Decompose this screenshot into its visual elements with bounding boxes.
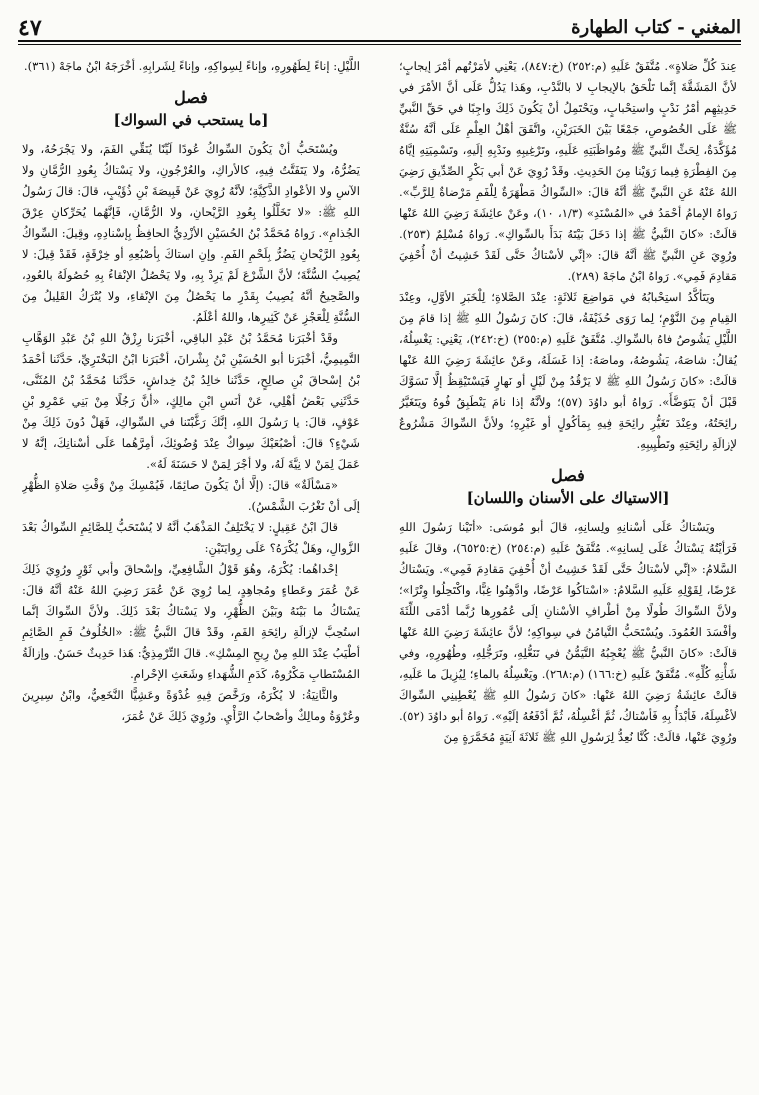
- section-title: [الاستياك على الأسنان واللسان]: [466, 489, 670, 507]
- section-title: [ما يستحب في السواك]: [113, 111, 269, 129]
- right-column: [399, 56, 737, 1081]
- paragraph: ويُسْتَحَبُّ أنْ يَكُونَ السِّواكُ عُودًا لَيِّنًا يُنَقِّي الفَمَ، ولا يَجْرَحُهُ، ولا يَضُرُّهُ، ولا يَتَفَتَّتُ فِيهِ، كالأراكِ، والعُرْجُونِ، ولا يَسْتاكُ بِعُودِ الرُّمَّانِ ولا الآسِ ولا الأعْوادِ الذَّكِيَّةِ؛ لأنَّهُ رُوِيَ عَنْ قَبِيصَةَ بْنِ ذُؤَيْبٍ، قالَ: قالَ رَسُولُ اللهِ ﷺ: «لا تَخَلَّلُوا بِعُودِ الرَّيْحانِ، ولا الرُّمَّانِ، فَإنَّهُما يُحَرِّكانِ عِرْقَ الجُذامِ». رَواهُ مُحَمَّدُ بْنُ الحُسَيْنِ الأزْدِيُّ الحافِظُ بِإسْنادِهِ، وقِيلَ: السِّواكُ بِعُودِ الرَّيْحانِ يَضُرُّ بِلَحْمِ الفَمِ. وإنِ استاكَ بِأصْبُعِهِ أو خِرْقَةٍ، فَقَدْ قِيلَ: لا يُصِيبُ السُّنَّةَ؛ لأنَّ الشَّرْعَ لَمْ يَرِدْ بِهِ، ولا يَحْصُلُ الإنْقاءُ بِهِ حُصُولَهُ بالعُودِ، والصَّحِيحُ أنَّهُ يُصِيبُ بِقَدْرِ ما يَحْصُلُ مِنَ الإنْقاءِ، ولا يُتْرَكُ القَلِيلُ مِنَ السُّنَّةِ لِلْعَجْزِ عَنْ كَثِيرِها، واللهُ أعْلَمُ.: [22, 142, 360, 324]
- paragraph: ويَسْتاكُ عَلَى أسْنانِهِ ولِسانِهِ، قالَ أبو مُوسَى: «أتَيْنا رَسُولَ اللهِ فَرَأيْتُهُ يَسْتاكُ عَلَى لِسانِهِ». مُتَّفَقٌ عَلَيهِ (م:٢٥٤) (خ:٦٥٢٥)، وقالَ عَلَيهِ السَّلامُ: «إنِّي لأسْتاكُ حَتَّى لَقَدْ خَشِيتُ أنْ أُحْفِيَ مَقادِمَ فَمِي». ويَسْتاكُ عَرْضًا، لِقَوْلِهِ عَلَيهِ السَّلامُ: «اسْتاكُوا عَرْضًا، وادَّهِنُوا غِبًّا، واكْتَحِلُوا وِتْرًا»؛ ولأنَّ السِّواكَ طُولًا مِنْ أطْرافِ الأسْنانِ إلَى عُمُورِها رُبَّما أدْمَى اللِّثَةَ وأفْسَدَ العُمُودَ. ويُسْتَحَبُّ التَّيامُنُ في سِواكِهِ؛ لأنَّ عائِشَةَ رَضِيَ اللهُ عَنْها قالَتْ: «كانَ النَّبيُّ ﷺ يُعْجِبُهُ التَّيَمُّنُ في تَنَعُّلِهِ، وتَرَجُّلِهِ، وطُهُورِهِ، وفي شَأْنِهِ كُلِّهِ». مُتَّفَقٌ عَلَيهِ (خ:١٦٦) (م:٢٦٨). ويَغْسِلُهُ بالماءِ؛ لِيُزِيلَ ما عَلَيهِ، قالَتْ عائِشَةُ رَضِيَ اللهُ عَنْها: «كانَ رَسُولُ اللهِ ﷺ يُعْطِينِي السِّواكَ لأغْسِلَهُ، فَأبْدَأُ بِهِ فَأسْتاكُ، ثُمَّ أغْسِلُهُ، ثُمَّ أدْفَعُهُ إلَيْهِ». رَواهُ أبو داوُدَ (٥٢). ورُوِيَ عَنْها، قالَتْ: كُنَّا نُعِدُّ لِرَسُولِ اللهِ ﷺ ثَلاثَةَ آنِيَةٍ مُخَمَّرَةٍ مِنَ: [399, 520, 737, 744]
- page-number: ٤٧: [18, 15, 42, 41]
- page-header: [18, 8, 741, 42]
- paragraph: وقَدْ أخْبَرَنا مُحَمَّدُ بْنُ عَبْدِ الباقِي، أخْبَرَنا رِزْقُ اللهِ بْنُ عَبْدِ الوَهَّابِ التَّمِيمِيُّ، أخْبَرَنا أبو الحُسَيْنِ بْنُ بِشْرانَ، أخْبَرَنا ابْنُ البَخْتَرِيِّ، حَدَّثَنا أحْمَدُ بْنُ إسْحاقَ بْنِ صالِحٍ، حَدَّثَنا خالِدُ بْنُ خِداشٍ، حَدَّثَنا مُحَمَّدُ بْنُ المُثَنَّى، حَدَّثَنِي بَعْضُ أهْلِي، عَنْ أنَسِ ابْنِ مالِكٍ، «أنَّ رَجُلًا مِنْ بَنِي عَمْرِو بْنِ عَوْفٍ، قالَ: يا رَسُولَ اللهِ، إنَّكَ رَغَّبْتَنا في السِّواكِ، فَهَلْ دُونَ ذَلِكَ مِنْ شَيْءٍ؟ قالَ: أصْبُعَيْكَ سِواكٌ عِنْدَ وُضُوئِكَ، أمِرَّهُما عَلَى أسْنانِكَ، إنَّهُ لا عَمَلَ لِمَنْ لا نِيَّةَ لَهُ، ولا أجْرَ لِمَنْ لا حَسَنَةَ لَهُ».: [22, 331, 360, 471]
- paragraph: «مَسْألَةٌ» قالَ: (إلَّا أنْ يَكُونَ صائِمًا، فَيُمْسِكَ مِنْ وَقْتِ صَلاةِ الظُّهْرِ إلَى أنْ تَغْرُبَ الشَّمْسُ).: [22, 478, 360, 513]
- section-heading: فصل: [551, 466, 585, 485]
- section-heading: فصل: [174, 88, 208, 107]
- paragraph: ويَتَأكَّدُ استِحْبابُهُ في مَواضِعَ ثَلاثَةٍ: عِنْدَ الصَّلاةِ؛ لِلْخَبَرِ الأوَّلِ، وعِنْدَ القِيامِ مِنَ النَّوْمِ؛ لِما رَوَى حُذَيْفَةُ، قالَ: كانَ رَسُولُ اللهِ ﷺ إذا قامَ مِنَ اللَّيْلِ يَشُوصُ فاهُ بالسِّواكِ. مُتَّفَقٌ عَلَيهِ (م:٢٥٥) (خ:٢٤٢)، يَعْنِي: يَغْسِلُهُ، يُقالُ: شاصَهُ، يَشُوصُهُ، وماصَهُ: إذا غَسَلَهُ، وعَنْ عائِشَةَ رَضِيَ اللهُ عَنْها قالَتْ: «كانَ رَسُولُ اللهِ ﷺ لا يَرْقُدُ مِنْ لَيْلٍ أو نَهارٍ فَيَسْتَيْقِظُ إلَّا تَسَوَّكَ قَبْلَ أنْ يَتَوَضَّأَ». رَواهُ أبو داوُدَ (٥٧)؛ ولأنَّهُ إذا نامَ يَنْطَبِقُ فُوهُ ويَتَغَيَّرُ رائِحَتُهُ، وعِنْدَ تَغَيُّرِ رائِحَةِ فِيهِ بِمَأكُولٍ أو غَيْرِهِ؛ ولأنَّ السِّواكَ مَشْرُوعٌ لإزالَةِ رائِحَتِهِ وتَطْيِيبِهِ.: [399, 290, 737, 451]
- paragraph: والثَّانِيَةُ: لا يُكْرَهُ، ورَخَّصَ فِيهِ غُدْوَةً وعَشِيًّا النَّخَعِيُّ، وابْنُ سِيرِينَ وعُرْوَةُ ومالِكٌ وأصْحابُ الرَّأْيِ. ورُوِيَ ذَلِكَ عَنْ عُمَرَ،: [22, 688, 360, 723]
- header-rule: [18, 40, 741, 45]
- left-column: [22, 56, 360, 1081]
- paragraph: اللَّيْلِ: إناءً لِطَهُورِهِ، وإناءً لِسِواكِهِ، وإناءً لِشَرابِهِ. أخْرَجَهُ ابْنُ ماجَهْ (٣٦١).: [23, 59, 360, 73]
- running-title: المغني - كتاب الطهارة: [571, 17, 741, 38]
- paragraph: عِندَ كُلِّ صَلاةٍ». مُتَّفَقٌ عَلَيهِ (م:٢٥٢) (خ:٨٤٧)، يَعْنِي لأمَرْتُهم أمْرَ إيجابٍ؛ لأنَّ المَشَقَّةَ إنَّما تَلْحَقُ بالإيجابِ لا بالنَّدْبِ، وهَذا يَدُلُّ عَلَى أنَّ الأمْرَ في حَدِيثِهِم أمْرُ نَدْبٍ واستِحْبابٍ، ويَحْتَمِلُ أنْ يَكُونَ ذَلِكَ واجِبًا في حَقِّ النَّبيِّ ﷺ عَلَى الخُصُوصِ، جَمْعًا بَيْنَ الخَبَرَيْنِ، واتَّفَقَ أهْلُ العِلْمِ عَلَى أنَّهُ سُنَّةٌ مُؤَكَّدَةٌ، لِحَثِّ النَّبيِّ ﷺ ومُواظَبَتِهِ عَلَيهِ، وتَرْغِيبِهِ ونَدْبِهِ إلَيهِ، وتَسْمِيَتِهِ إيَّاهُ مِنَ الفِطْرَةِ فِيما رَوَيْنا مِنَ الحَدِيثِ. وقَدْ رُوِيَ عَنْ أبي بَكْرٍ الصِّدِّيقِ رَضِيَ اللهُ عَنْهُ عَنِ النَّبيِّ ﷺ أنَّهُ قالَ: «السِّواكُ مَطْهَرَةٌ لِلْفَمِ مَرْضاةٌ لِلرَّبِّ». رَواهُ الإمامُ أحْمَدُ في «المُسْنَدِ» (١/٣، ١٠)، وعَنْ عائِشَةَ رَضِيَ اللهُ عَنْها قالَتْ: «كانَ النَّبيُّ ﷺ إذا دَخَلَ بَيْتَهُ بَدَأَ بالسِّواكِ». رَواهُ مُسْلِمٌ (٢٥٣). ورُوِيَ عَنِ النَّبيِّ ﷺ أنَّهُ قالَ: «إنِّي لأسْتاكُ حَتَّى لَقَدْ خَشِيتُ أنْ أُحْفِيَ مَقادِمَ فَمِي». رَواهُ ابْنُ ماجَهْ (٢٨٩).: [399, 59, 737, 283]
- paragraph: إحْداهُما: يُكْرَهُ، وهُوَ قَوْلُ الشَّافِعِيِّ، وإسْحاقَ وأبي ثَوْرٍ ورُوِيَ ذَلِكَ عَنْ عُمَرَ وعَطاءٍ ومُجاهِدٍ، لِما رُوِيَ عَنْ عُمَرَ رَضِيَ اللهُ عَنْهُ أنَّهُ قالَ: يَسْتاكُ ما بَيْنَهُ وبَيْنَ الظُّهْرِ، ولا يَسْتاكُ بَعْدَ ذَلِكَ. ولأنَّ السِّواكَ إنَّما استُحِبَّ لإزالَةِ رائِحَةِ الفَمِ، وقَدْ قالَ النَّبيُّ ﷺ: «الخُلُوفُ فَمِ الصَّائِمِ أطْيَبُ عِنْدَ اللهِ مِنْ رِيحِ المِسْكِ». قالَ التِّرْمِذِيُّ: هَذا حَدِيثٌ حَسَنٌ. وإزالَةُ المُسْتَطابِ مَكْرُوهٌ، كَدَمِ الشُّهَداءِ وشَعَثِ الإحْرامِ.: [22, 562, 360, 681]
- paragraph: قالَ ابْنُ عَقِيلٍ: لا يَخْتَلِفُ المَذْهَبُ أنَّهُ لا يُسْتَحَبُّ لِلصَّائِمِ السِّواكُ بَعْدَ الزَّوالِ، وهَلْ يُكْرَهُ؟ عَلَى رِوايَتَيْنِ:: [22, 520, 360, 555]
